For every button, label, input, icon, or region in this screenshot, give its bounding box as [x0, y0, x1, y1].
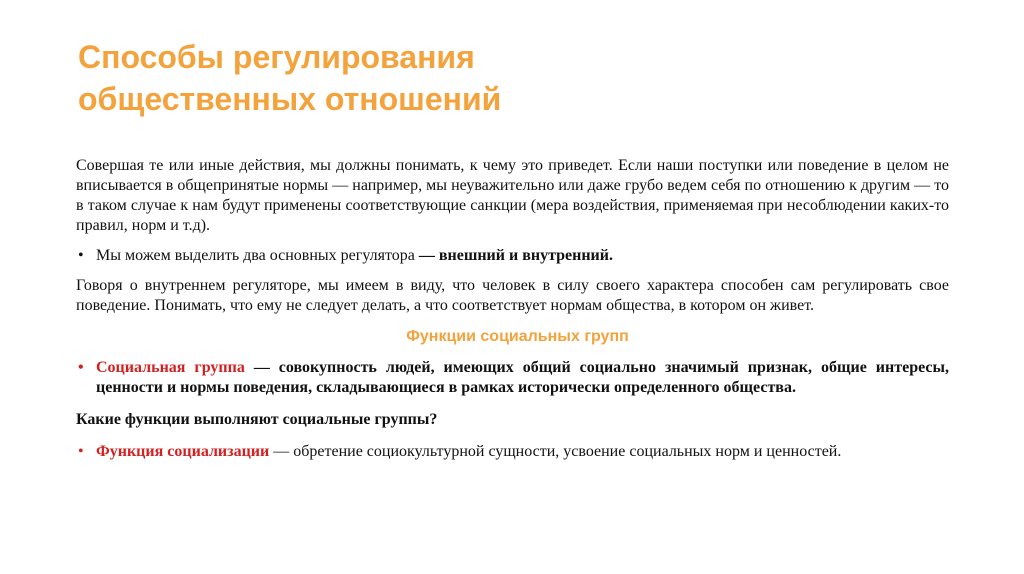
slide-title [78, 36, 938, 120]
subheading-group-functions: Функции социальных групп [406, 328, 629, 345]
bullet-marker: • [78, 247, 84, 264]
bullet-regulators-bold: — внешний и внутренний. [418, 247, 613, 264]
bullet-marker: • [78, 359, 84, 376]
bullet-marker: • [78, 443, 84, 460]
slide-content [76, 156, 949, 462]
question-group-functions: Какие функции выполняют социальные группы? [76, 411, 438, 428]
term-socialization: Функция социализации [96, 443, 270, 460]
bullet-regulators [76, 246, 949, 266]
bullet-social-group [76, 358, 949, 398]
paragraph-consequences: Совершая те или иные действия, мы должны понимать, к чему это приведет. Если наши поступки или поведение в целом не вписывается в общепринятые нормы — например, мы неуважительно или даже грубо ведем себя по отношению к другим — то в таком случае к нам будут применены соответствующие санкции (мера воздействия, применяемая при несоблюдении каких-то правил, норм и т.д). [76, 157, 949, 234]
definition-socialization: — обретение социокультурной сущности, усвоение социальных норм и ценностей. [269, 443, 842, 460]
bullet-socialization [76, 442, 949, 462]
title-line-2: общественных отношений [78, 81, 502, 117]
term-social-group: Социальная группа [96, 359, 245, 376]
bullet-regulators-text: Мы можем выделить два основных регулятора [96, 247, 419, 264]
definition-social-group: — совокупность людей, имеющих общий социально значимый признак, общие интересы, ценности и нормы поведения, складывающиеся в рамках исторически определенного общества. [96, 359, 949, 396]
paragraph-internal-regulator: Говоря о внутреннем регуляторе, мы имеем в виду, что человек в силу своего характера способен сам регулировать свое поведение. Понимать, что ему не следует делать, а что соответствует нормам общества, в котором он живет. [76, 277, 949, 314]
title-line-1: Способы регулирования [78, 39, 475, 75]
